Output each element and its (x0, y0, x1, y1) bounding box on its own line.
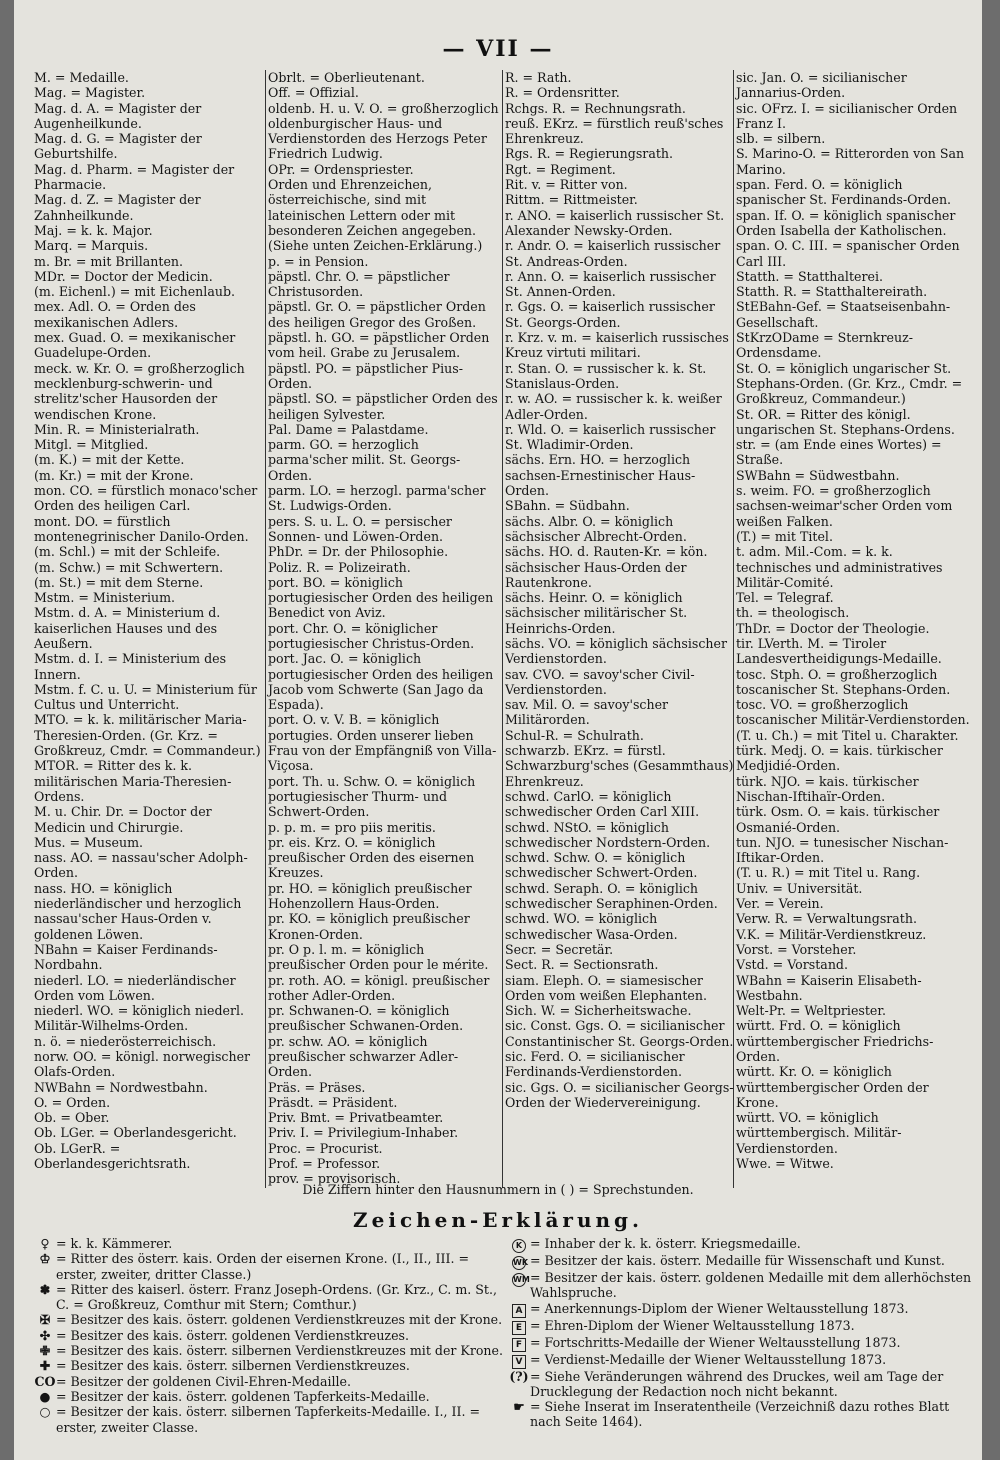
legend-row (508, 1369, 972, 1400)
abbreviation-entry: Statth. = Statthalterei. (736, 268, 883, 284)
abbreviation-entry: (m. Schl.) = mit der Schleife. (34, 544, 221, 560)
legend-symbol-icon: F (508, 1335, 530, 1352)
abbreviation-entry: mex. Adl. O. = Orden des mexikanischen Adlers. (34, 299, 196, 330)
abbreviation-entry: (T. u. R.) = mit Titel u. Rang. (736, 865, 921, 881)
legend-right (508, 1236, 972, 1430)
abbreviation-entry: r. w. AO. = russischer k. k. weißer Adler-Orden. (505, 391, 722, 422)
abbreviation-entry: Präs. = Präses. (268, 1079, 366, 1095)
abbreviation-entry: sic. OFrz. I. = sicilianischer Orden Franz I. (736, 100, 958, 131)
abbreviation-entry: türk. Medj. O. = kais. türkischer Medjidié-Orden. (736, 743, 943, 774)
legend-text: = Ehren-Diplom der Wiener Weltausstellung 1873. (530, 1317, 855, 1333)
legend-symbol-icon: V (508, 1352, 530, 1369)
abbreviation-entry: Orden und Ehrenzeichen, österreichische, sind mit lateinischen Lettern oder mit besonderen Zeichen angegeben. (Siehe unten Zeichen-Erklärung.) (268, 177, 483, 254)
abbreviation-entry: port. BO. = königlich portugiesischer Orden des heiligen Benedict von Aviz. (268, 574, 494, 621)
abbreviation-entry: p. p. m. = pro piis meritis. (268, 819, 436, 835)
abbreviation-entry: Ob. LGer. = Oberlandesgericht. (34, 1125, 237, 1141)
abbreviation-entry: Ob. = Ober. (34, 1110, 110, 1126)
abbreviation-entry: sic. Const. Ggs. O. = sicilianischer Constantinischer St. Georgs-Orden. (505, 1018, 734, 1049)
abbreviation-entry: (T.) = mit Titel. (736, 528, 833, 544)
abbreviation-entry: pr. Schwanen-O. = königlich preußischer Schwanen-Orden. (268, 1003, 464, 1034)
legend-row (34, 1251, 504, 1282)
abbreviation-entry: O. = Orden. (34, 1094, 111, 1110)
abbreviation-entry: port. O. v. V. B. = königlich portugies. Orden unserer lieben Frau von der Empfängniß von Villa-Viçosa. (268, 712, 497, 774)
legend-text: = Inhaber der k. k. österr. Kriegsmedaille. (530, 1236, 801, 1251)
abbreviation-entry: n. ö. = niederösterreichisch. (34, 1033, 217, 1049)
abbreviation-entry: str. = (am Ende eines Wortes) = Straße. (736, 437, 942, 468)
abbreviation-entry: slb. = silbern. (736, 131, 826, 147)
abbreviation-entry: ThDr. = Doctor der Theologie. (736, 620, 930, 636)
abbreviation-entry: r. Andr. O. = kaiserlich russischer St. Andreas-Orden. (505, 238, 721, 269)
abbreviation-entry: (m. K.) = mit der Kette. (34, 452, 185, 468)
abbreviation-entry: Schul-R. = Schulrath. (505, 727, 644, 743)
abbreviation-entry: sic. Ferd. O. = sicilianischer Ferdinands-Verdienstorden. (505, 1049, 685, 1080)
legend-text: = Besitzer des kais. österr. silbernen Verdienstkreuzes mit der Krone. (56, 1343, 504, 1359)
abbreviation-entry: OPr. = Ordenspriester. (268, 161, 414, 177)
abbreviation-entry: (m. Schw.) = mit Schwertern. (34, 559, 224, 575)
abbreviation-entry: port. Jac. O. = königlich portugiesischer Orden des heiligen Jacob vom Schwerte (San Jago da Espada). (268, 651, 494, 713)
abbreviation-entry: schwd. Seraph. O. = königlich schwedischer Seraphinen-Orden. (505, 880, 718, 912)
legend-symbol-icon: E (508, 1318, 530, 1335)
legend-symbol-icon: ✣ (39, 1327, 51, 1343)
abbreviation-entry: Rgt. = Regiment. (505, 161, 616, 177)
abbreviation-entry: t. adm. Mil.-Com. = k. k. technisches und administratives Militär-Comité. (736, 544, 943, 590)
abbreviation-entry: meck. w. Kr. O. = großherzoglich mecklenburg-schwerin- und strelitz'scher Hausorden der wendischen Krone. (34, 360, 245, 422)
legend-text: = Besitzer der kais. österr. Medaille für Wissenschaft und Kunst. (530, 1253, 945, 1268)
abbreviation-entry: St. O. = königlich ungarischer St. Stephans-Orden. (Gr. Krz., Cmdr. = Großkreuz, Commandeur.) (736, 360, 963, 407)
legend-symbol-icon: ♔ (39, 1251, 51, 1267)
legend-row (508, 1253, 972, 1270)
abbreviation-entry: span. Ferd. O. = königlich spanischer St. Ferdinands-Orden. (736, 177, 952, 208)
abbreviation-entry: prov. = provisorisch. (268, 1171, 401, 1187)
abbreviation-entry: sächs. Ern. HO. = herzoglich sachsen-Ernestinischer Haus-Orden. (505, 452, 696, 499)
abbreviation-entry: Rit. v. = Ritter von. (505, 177, 628, 193)
abbreviation-entry: Mag. d. Pharm. = Magister der Pharmacie. (34, 161, 235, 193)
abbreviation-entry: sächs. Albr. O. = königlich sächsischer Albrecht-Orden. (505, 513, 687, 544)
legend-symbol-icon: WK (508, 1253, 530, 1270)
legend-text: = Besitzer der kais. österr. goldenen Medaille mit dem allerhöchsten Wahlspruche. (530, 1270, 972, 1301)
legend-row (34, 1374, 504, 1389)
legend-text: = Verdienst-Medaille der Wiener Weltausstellung 1873. (530, 1351, 887, 1367)
page-number-header: — VII — (442, 36, 554, 62)
abbreviation-entry: SBahn. = Südbahn. (505, 498, 630, 514)
abbreviation-entry: Präsdt. = Präsident. (268, 1094, 398, 1110)
abbreviation-column-2 (268, 70, 501, 1187)
abbreviation-entry: span. If. O. = königlich spanischer Orden Isabella der Katholischen. (736, 207, 956, 238)
legend-text: = Siehe Veränderungen während des Druckes, weil am Tage der Drucklegung der Redaction noch nicht bekannt. (530, 1368, 944, 1399)
legend-symbol-icon: ✙ (39, 1343, 51, 1359)
abbreviation-entry: port. Th. u. Schw. O. = königlich portugiesischer Thurm- und Schwert-Orden. (268, 773, 476, 820)
abbreviation-entry: siam. Eleph. O. = siamesischer Orden vom weißen Elephanten. (505, 972, 707, 1003)
legend-symbol-icon: WM (508, 1270, 530, 1301)
abbreviation-entry: Ob. LGerR. = Oberlandesgerichtsrath. (34, 1140, 191, 1172)
abbreviation-column-1 (34, 70, 264, 1171)
abbreviation-entry: reuß. EKrz. = fürstlich reuß'sches Ehrenkreuz. (505, 115, 724, 147)
abbreviation-entry: M. u. Chir. Dr. = Doctor der Medicin und Chirurgie. (34, 804, 212, 835)
abbreviation-entry: r. Ggs. O. = kaiserlich russischer St. Georgs-Orden. (505, 299, 715, 330)
abbreviation-column-3 (505, 70, 735, 1110)
abbreviation-entry: Welt-Pr. = Weltpriester. (736, 1003, 887, 1019)
legend-text: = Besitzer der kais. österr. silbernen Tapferkeits-Medaille. I., II. = erster, zweiter Classe. (56, 1404, 481, 1435)
abbreviation-entry: Mag. d. Z. = Magister der Zahnheilkunde. (34, 192, 201, 223)
abbreviation-entry: (m. Eichenl.) = mit Eichenlaub. (34, 284, 236, 300)
legend-text: = Besitzer des kais. österr. silbernen Verdienstkreuzes. (56, 1358, 410, 1374)
abbreviation-entry: Mstm. d. A. = Ministerium d. kaiserlichen Hauses und des Aeußern. (34, 605, 221, 651)
abbreviation-entry: pr. roth. AO. = königl. preußischer rother Adler-Orden. (268, 972, 490, 1003)
legend-symbol-icon: ✠ (39, 1312, 51, 1328)
abbreviation-entry: th. = theologisch. (736, 605, 850, 621)
abbreviation-entry: m. Br. = mit Brillanten. (34, 253, 184, 269)
legend-row (34, 1282, 504, 1313)
abbreviation-entry: niederl. WO. = königlich niederl. Militär-Wilhelms-Orden. (34, 1003, 245, 1034)
abbreviation-entry: pr. KO. = königlich preußischer Kronen-Orden. (268, 911, 470, 942)
legend-row (508, 1318, 972, 1335)
abbreviation-entry: Priv. Bmt. = Privatbeamter. (268, 1110, 444, 1126)
abbreviation-entry: span. O. C. III. = spanischer Orden Carl III. (736, 238, 960, 269)
abbreviation-entry: Univ. = Universität. (736, 880, 863, 896)
abbreviation-entry: Poliz. R. = Polizeirath. (268, 559, 411, 575)
abbreviation-entry: Rchgs. R. = Rechnungsrath. (505, 100, 686, 116)
legend-text: = Besitzer des kais. österr. goldenen Verdienstkreuzes mit der Krone. (56, 1312, 503, 1328)
abbreviation-entry: sächs. HO. d. Rauten-Kr. = kön. sächsischer Haus-Orden der Rautenkrone. (505, 544, 708, 590)
legend-symbol-icon: CO (34, 1373, 56, 1389)
legend-row (34, 1312, 504, 1327)
abbreviation-entry: (m. Kr.) = mit der Krone. (34, 467, 194, 483)
abbreviation-entry: sav. Mil. O. = savoy'scher Militärorden. (505, 697, 669, 728)
abbreviation-entry: St. OR. = Ritter des königl. ungarischen St. Stephans-Ordens. (736, 406, 955, 437)
abbreviation-entry: (T. u. Ch.) = mit Titel u. Charakter. (736, 727, 959, 743)
abbreviation-entry: Statth. R. = Statthaltereirath. (736, 284, 928, 300)
abbreviation-entry: mon. CO. = fürstlich monaco'scher Orden des heiligen Carl. (34, 483, 258, 514)
abbreviation-entry: Mstm. f. C. u. U. = Ministerium für Cultus und Unterricht. (34, 681, 257, 713)
abbreviation-entry: NWBahn = Nordwestbahn. (34, 1079, 208, 1095)
legend-row (508, 1236, 972, 1253)
legend-row (508, 1399, 972, 1430)
abbreviation-entry: pr. HO. = königlich preußischer Hohenzollern Haus-Orden. (268, 880, 472, 912)
abbreviation-entry: pr. O p. l. m. = königlich preußischer Orden pour le mérite. (268, 941, 489, 973)
abbreviation-entry: oldenb. H. u. V. O. = großherzoglich oldenburgischer Haus- und Verdienstorden des Herzogs Peter Friedrich Ludwig. (268, 100, 499, 162)
legend-symbol-icon: (?) (509, 1368, 529, 1384)
legend-row (34, 1404, 504, 1435)
abbreviation-entry: Marq. = Marquis. (34, 238, 149, 254)
abbreviation-entry: tir. LVerth. M. = Tiroler Landesvertheidigungs-Medaille. (736, 635, 942, 667)
abbreviation-entry: SWBahn = Südwestbahn. (736, 467, 900, 483)
abbreviation-entry: päpstl. Gr. O. = päpstlicher Orden des heiligen Gregor des Großen. (268, 299, 486, 330)
abbreviation-entry: Mag. = Magister. (34, 85, 146, 101)
abbreviation-entry: pers. S. u. L. O. = persischer Sonnen- und Löwen-Orden. (268, 513, 452, 544)
legend-symbol-icon: ○ (39, 1404, 51, 1420)
document-page (14, 0, 982, 1460)
abbreviation-entry: Secr. = Secretär. (505, 941, 614, 957)
abbreviation-entry: sic. Jan. O. = sicilianischer Jannarius-Orden. (736, 70, 907, 101)
abbreviation-entry: Verw. R. = Verwaltungsrath. (736, 911, 917, 927)
legend-text: = k. k. Kämmerer. (56, 1236, 173, 1251)
abbreviation-entry: tosc. VO. = großherzoglich toscanischer Militär-Verdienstorden. (736, 697, 970, 728)
abbreviation-entry: Rittm. = Rittmeister. (505, 192, 638, 208)
legend-symbol-icon: K (508, 1236, 530, 1253)
abbreviation-entry: Maj. = k. k. Major. (34, 222, 153, 238)
abbreviation-entry: StKrzODame = Sternkreuz-Ordensdame. (736, 330, 914, 361)
abbreviation-entry: parm. LO. = herzogl. parma'scher St. Ludwigs-Orden. (268, 483, 486, 514)
abbreviation-entry: Min. R. = Ministerialrath. (34, 421, 200, 437)
footnote: Die Ziffern hinter den Hausnummern in ( ) = Sprechstunden. (302, 1182, 694, 1197)
abbreviation-entry: Mitgl. = Mitglied. (34, 437, 149, 453)
abbreviation-entry: Wwe. = Witwe. (736, 1156, 834, 1172)
abbreviation-entry: württ. Frd. O. = königlich württembergischer Friedrichs-Orden. (736, 1018, 934, 1064)
legend-row (508, 1352, 972, 1369)
legend-text: = Besitzer der goldenen Civil-Ehren-Medaille. (56, 1373, 352, 1389)
abbreviation-entry: Mag. d. G. = Magister der Geburtshilfe. (34, 131, 202, 162)
abbreviation-entry: Mag. d. A. = Magister der Augenheilkunde. (34, 100, 202, 131)
column-divider (265, 70, 266, 1188)
abbreviation-entry: NBahn = Kaiser Ferdinands-Nordbahn. (34, 941, 218, 973)
abbreviation-entry: R. = Rath. (505, 70, 572, 85)
abbreviation-entry: türk. NJO. = kais. türkischer Nischan-Iftihaïr-Orden. (736, 773, 919, 804)
legend-text: = Ritter des österr. kais. Orden der eisernen Krone. (I., II., III. = erster, zweiter, dritter Classe.) (56, 1251, 470, 1282)
legend-symbol-icon: ✽ (39, 1281, 51, 1297)
abbreviation-entry: Sich. W. = Sicherheitswache. (505, 1003, 692, 1019)
legend-row (34, 1358, 504, 1373)
column-divider (733, 70, 734, 1188)
abbreviation-entry: r. Ann. O. = kaiserlich russischer St. Annen-Orden. (505, 268, 716, 300)
abbreviation-entry: schwd. Schw. O. = königlich schwedischer Schwert-Orden. (505, 850, 698, 881)
abbreviation-entry: türk. Osm. O. = kais. türkischer Osmanié-Orden. (736, 804, 940, 835)
legend-title: Zeichen-Erklärung. (353, 1208, 643, 1232)
abbreviation-entry: sächs. VO. = königlich sächsischer Verdienstorden. (505, 635, 727, 667)
abbreviation-entry: MDr. = Doctor der Medicin. (34, 268, 213, 284)
abbreviation-entry: Proc. = Procurist. (268, 1140, 383, 1156)
abbreviation-entry: schwd. CarlO. = königlich schwedischer Orden Carl XIII. (505, 788, 700, 820)
legend-text: = Besitzer des kais. österr. goldenen Verdienstkreuzes. (56, 1327, 409, 1343)
abbreviation-entry: päpstl. h. GO. = päpstlicher Orden vom heil. Grabe zu Jerusalem. (268, 330, 490, 361)
legend-text: = Besitzer der kais. österr. goldenen Tapferkeits-Medaille. (56, 1388, 430, 1404)
abbreviation-entry: r. Krz. v. m. = kaiserlich russisches Kreuz virtuti militari. (505, 330, 729, 361)
abbreviation-entry: StEBahn-Gef. = Staatseisenbahn-Gesellschaft. (736, 299, 951, 330)
legend-row (508, 1335, 972, 1352)
legend-row (508, 1301, 972, 1318)
abbreviation-entry: V.K. = Militär-Verdienstkreuz. (736, 926, 927, 942)
abbreviation-entry: schwd. WO. = königlich schwedischer Wasa-Orden. (505, 911, 678, 942)
abbreviation-entry: mont. DO. = fürstlich montenegrinischer Danilo-Orden. (34, 513, 249, 544)
abbreviation-entry: Pal. Dame = Palastdame. (268, 421, 429, 437)
legend-row (34, 1389, 504, 1404)
abbreviation-entry: sav. CVO. = savoy'scher Civil-Verdienstorden. (505, 666, 695, 697)
abbreviation-entry: MTOR. = Ritter des k. k. militärischen Maria-Theresien-Ordens. (34, 758, 232, 804)
abbreviation-entry: sächs. Heinr. O. = königlich sächsischer militärischer St. Heinrichs-Orden. (505, 590, 688, 636)
abbreviation-entry: pr. eis. Krz. O. = königlich preußischer Orden des eisernen Kreuzes. (268, 834, 475, 881)
abbreviation-entry: (m. St.) = mit dem Sterne. (34, 574, 204, 590)
abbreviation-entry: Mstm. d. I. = Ministerium des Innern. (34, 651, 227, 682)
abbreviation-entry: päpstl. Chr. O. = päpstlicher Christusorden. (268, 268, 450, 300)
legend-text: = Anerkennungs-Diplom der Wiener Weltausstellung 1873. (530, 1300, 909, 1316)
abbreviation-entry: R. = Ordensritter. (505, 85, 620, 101)
abbreviation-entry: württ. Kr. O. = königlich württembergischer Orden der Krone. (736, 1064, 929, 1110)
abbreviation-entry: tun. NJO. = tunesischer Nischan-Iftikar-Orden. (736, 834, 949, 866)
abbreviation-entry: S. Marino-O. = Ritterorden von San Marino. (736, 146, 965, 177)
abbreviation-entry: Sect. R. = Sectionsrath. (505, 957, 659, 973)
legend-symbol-icon: ☛ (513, 1399, 525, 1415)
legend-row (34, 1328, 504, 1343)
abbreviation-entry: MTO. = k. k. militärischer Maria-Theresien-Orden. (Gr. Krz. = Großkreuz, Cmdr. = Commandeur.) (34, 712, 261, 759)
abbreviation-entry: Rgs. R. = Regierungsrath. (505, 146, 674, 162)
abbreviation-entry: Vorst. = Vorsteher. (736, 941, 857, 957)
abbreviation-entry: schwd. NStO. = königlich schwedischer Nordstern-Orden. (505, 819, 711, 850)
abbreviation-column-4 (736, 70, 972, 1171)
abbreviation-entry: norw. OO. = königl. norwegischer Olafs-Orden. (34, 1049, 251, 1080)
abbreviation-entry: Obrlt. = Oberlieutenant. (268, 70, 425, 85)
abbreviation-entry: württ. VO. = königlich württembergisch. Militär-Verdienstorden. (736, 1110, 902, 1156)
legend-symbol-icon: ♀ (40, 1236, 50, 1251)
abbreviation-entry: tosc. Stph. O. = großherzoglich toscanischer St. Stephans-Orden. (736, 666, 951, 697)
abbreviation-entry: Ver. = Verein. (736, 896, 824, 912)
abbreviation-entry: schwarzb. EKrz. = fürstl. Schwarzburg'sches (Gesammthaus) Ehrenkreuz. (505, 743, 734, 789)
abbreviation-entry: niederl. LO. = niederländischer Orden vom Löwen. (34, 972, 236, 1003)
abbreviation-entry: Prof. = Professor. (268, 1156, 381, 1172)
abbreviation-entry: WBahn = Kaiserin Elisabeth-Westbahn. (736, 972, 922, 1003)
abbreviation-entry: mex. Guad. O. = mexikanischer Guadelupe-Orden. (34, 330, 236, 361)
abbreviation-entry: PhDr. = Dr. der Philosophie. (268, 544, 449, 560)
legend-row (508, 1270, 972, 1301)
abbreviation-entry: Off. = Offizial. (268, 85, 359, 101)
legend-row (34, 1343, 504, 1358)
abbreviation-entry: r. ANO. = kaiserlich russischer St. Alexander Newsky-Orden. (505, 207, 725, 238)
abbreviation-entry: r. Wld. O. = kaiserlich russischer St. Wladimir-Orden. (505, 421, 716, 453)
column-divider (502, 70, 503, 1188)
abbreviation-entry: pr. schw. AO. = königlich preußischer schwarzer Adler-Orden. (268, 1033, 459, 1080)
abbreviation-entry: Priv. I. = Privilegium-Inhaber. (268, 1125, 459, 1141)
legend-text: = Siehe Inserat im Inseratentheile (Verzeichniß dazu rothes Blatt nach Seite 1464). (530, 1399, 950, 1430)
abbreviation-entry: M. = Medaille. (34, 70, 129, 85)
legend-symbol-icon: A (508, 1301, 530, 1318)
abbreviation-entry: nass. AO. = nassau'scher Adolph-Orden. (34, 850, 248, 881)
abbreviation-entry: Vstd. = Vorstand. (736, 957, 848, 973)
legend-symbol-icon: ✚ (39, 1358, 51, 1374)
abbreviation-entry: port. Chr. O. = königlicher portugiesischer Christus-Orden. (268, 620, 475, 651)
abbreviation-entry: päpstl. SO. = päpstlicher Orden des heiligen Sylvester. (268, 391, 498, 422)
legend-left (34, 1236, 504, 1435)
legend-text: = Ritter des kaiserl. österr. Franz Joseph-Ordens. (Gr. Krz., C. m. St., C. = Großkreuz, Comthur mit Stern; Comthur.) (56, 1281, 497, 1313)
abbreviation-entry: p. = in Pension. (268, 253, 369, 269)
abbreviation-entry: r. Stan. O. = russischer k. k. St. Stanislaus-Orden. (505, 360, 707, 391)
legend-text: = Fortschritts-Medaille der Wiener Weltausstellung 1873. (530, 1334, 901, 1350)
legend-row (34, 1236, 504, 1251)
legend-symbol-icon: ● (39, 1388, 51, 1404)
abbreviation-entry: Mstm. = Ministerium. (34, 590, 176, 606)
abbreviation-entry: päpstl. PO. = päpstlicher Pius-Orden. (268, 360, 463, 391)
abbreviation-entry: s. weim. FO. = großherzoglich sachsen-weimar'scher Orden vom weißen Falken. (736, 483, 953, 529)
abbreviation-entry: Tel. = Telegraf. (736, 590, 834, 606)
abbreviation-entry: sic. Ggs. O. = sicilianischer Georgs-Orden der Wiedervereinigung. (505, 1079, 734, 1110)
abbreviation-entry: Mus. = Museum. (34, 834, 144, 850)
abbreviation-entry: nass. HO. = königlich niederländischer und herzoglich nassau'scher Haus-Orden v. goldenen Löwen. (34, 880, 242, 942)
abbreviation-entry: parm. GO. = herzoglich parma'scher milit. St. Georgs-Orden. (268, 437, 461, 483)
